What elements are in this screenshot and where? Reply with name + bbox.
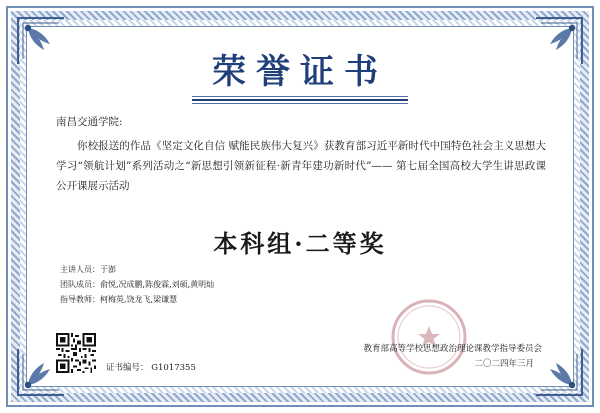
team-info <box>60 262 214 307</box>
award-level: 本科组·二等奖 <box>213 229 387 258</box>
issue-date: 二〇二四年三月 <box>474 359 534 369</box>
title-divider <box>192 99 408 101</box>
certificate-number: 证书编号： G1017355 <box>106 363 196 373</box>
citation-text: 你校报送的作品《坚定文化自信 赋能民族伟大复兴》获教育部习近平新时代中国特色社会主义思想大学习“领航计划”系列活动之“新思想引领新征程·新青年建功新时代”—— 第七届全国高校大学生讲思政课公开课展示活动 <box>56 140 546 192</box>
certificate-title: 荣誉证书 <box>212 52 388 92</box>
title-divider <box>192 103 408 104</box>
lecturer-line: 主讲人员：于澎 <box>60 265 116 274</box>
issuer-name: 教育部高等学校思想政治理论课教学指导委员会 <box>363 344 542 354</box>
qr-code-icon <box>56 333 96 373</box>
team-members-line: 团队成员：俞悦,况成鹏,陈俊霖,刘硕,黄明灿 <box>60 280 215 289</box>
advisors-line: 指导教师：柯梅英,饶龙飞,梁谦慧 <box>60 295 178 304</box>
issuer-block <box>322 342 542 372</box>
title-divider <box>192 96 408 97</box>
recipient-name: 南昌交通学院: <box>56 116 123 128</box>
